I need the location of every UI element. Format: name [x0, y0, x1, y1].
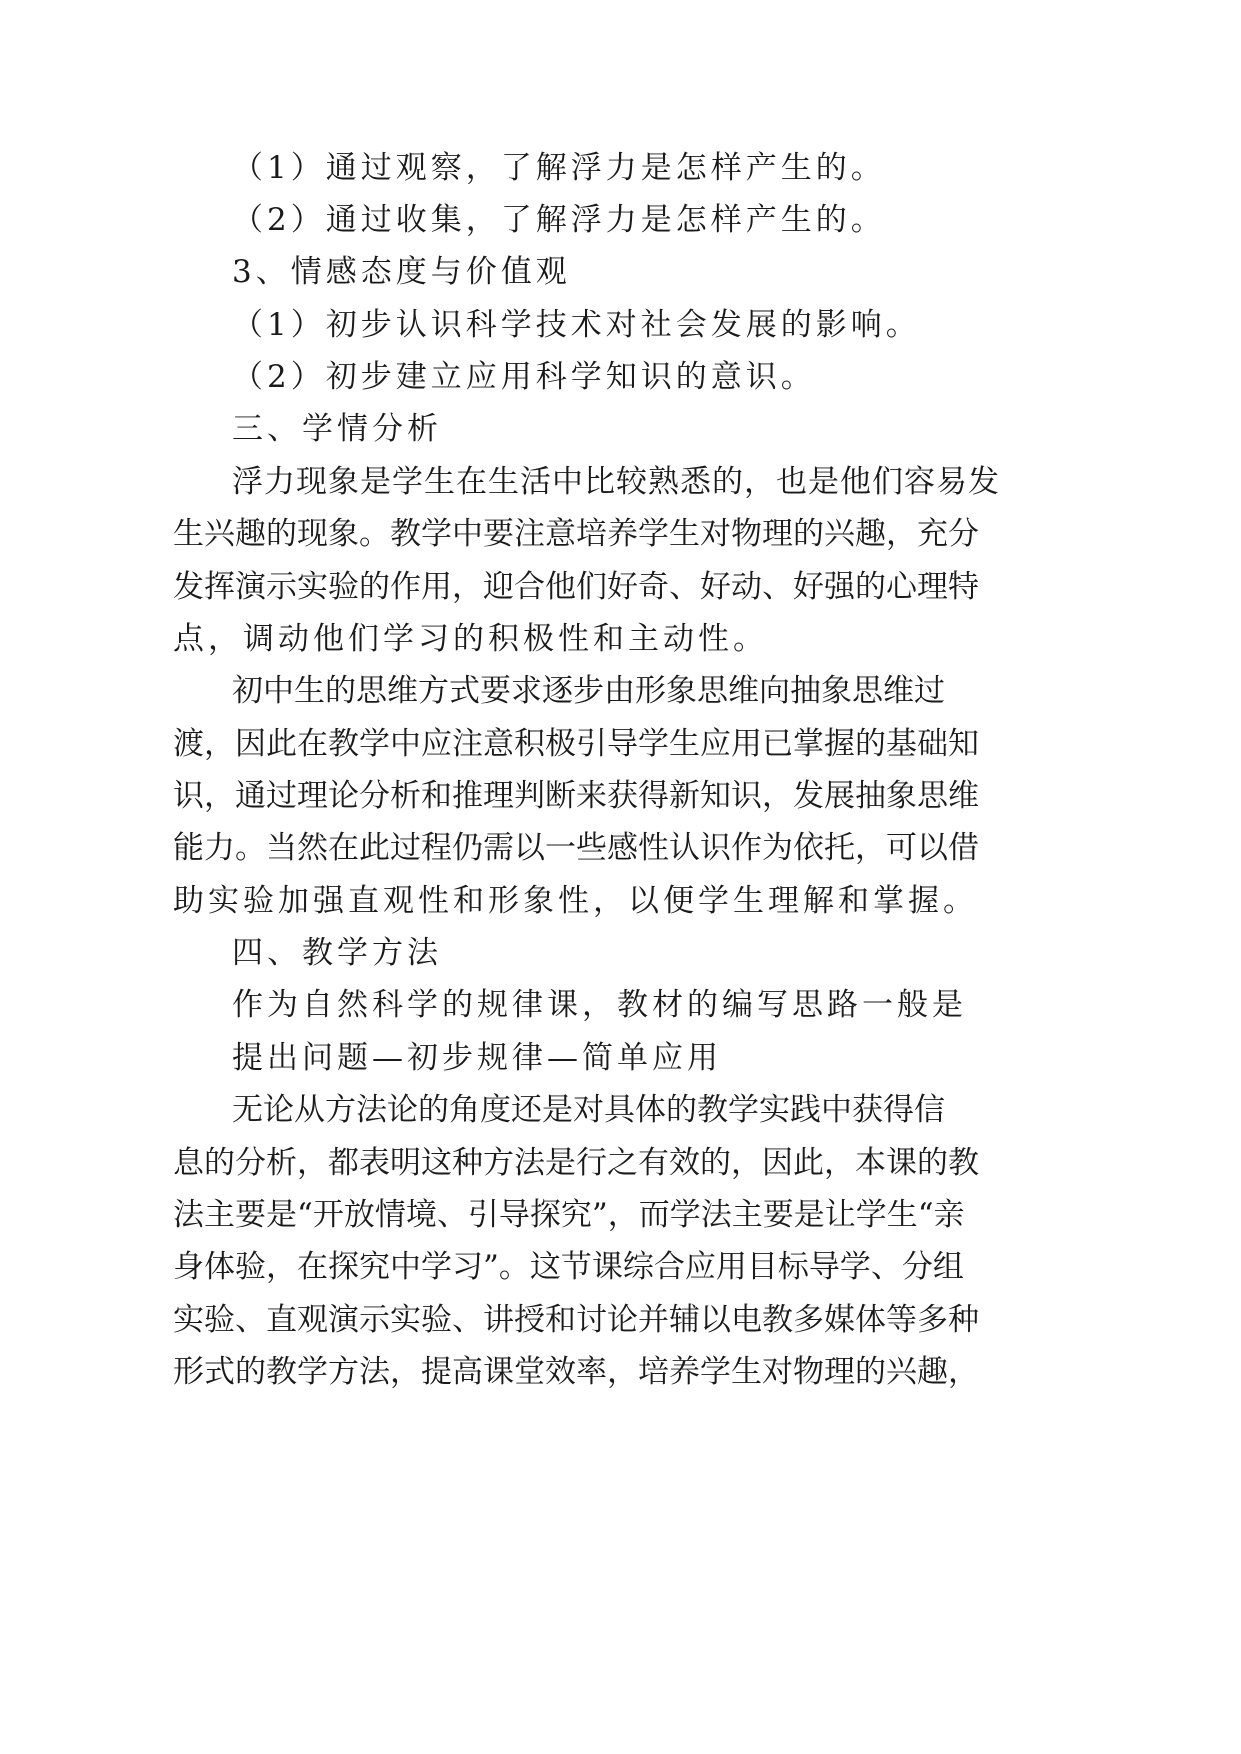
paragraph-line: 实验、直观演示实验、讲授和讨论并辅以电教多媒体等多种 — [173, 1302, 979, 1338]
paragraph-line: 息的分析，都表明这种方法是行之有效的，因此，本课的教 — [173, 1145, 979, 1181]
text-line: （2）初步建立应用科学知识的意识。 — [232, 359, 816, 395]
paragraph-line: 形式的教学方法，提高课堂效率，培养学生对物理的兴趣， — [173, 1354, 979, 1390]
paragraph-line: 发挥演示实验的作用，迎合他们好奇、好动、好强的心理特 — [173, 569, 979, 605]
paragraph-line: 渡，因此在教学中应注意积极引导学生应用已掌握的基础知 — [173, 726, 979, 762]
paragraph-line: 无论从方法论的角度还是对具体的教学实践中获得信 — [232, 1092, 945, 1128]
paragraph-line: 能力。当然在此过程仍需以一些感性认识作为依托，可以借 — [173, 830, 979, 866]
section-heading: 四、教学方法 — [232, 935, 442, 971]
paragraph-line: 法主要是“开放情境、引导探究”，而学法主要是让学生“亲 — [173, 1197, 965, 1233]
paragraph-line: 提出问题—初步规律—简单应用 — [232, 1040, 722, 1076]
section-heading: 3、情感态度与价值观 — [232, 254, 571, 290]
paragraph-line: 生兴趣的现象。教学中要注意培养学生对物理的兴趣，充分 — [173, 516, 979, 552]
paragraph-line: 助实验加强直观性和形象性，以便学生理解和掌握。 — [173, 883, 978, 919]
text-line: （1）初步认识科学技术对社会发展的影响。 — [232, 307, 921, 343]
paragraph-line: 初中生的思维方式要求逐步由形象思维向抽象思维过 — [232, 673, 945, 709]
paragraph-line: 点，调动他们学习的积极性和主动性。 — [173, 621, 768, 657]
paragraph-line: 识，通过理论分析和推理判断来获得新知识，发展抽象思维 — [173, 778, 979, 814]
paragraph-line: 身体验，在探究中学习”。这节课综合应用目标导学、分组 — [173, 1249, 964, 1285]
paragraph-line: 浮力现象是学生在生活中比较熟悉的，也是他们容易发 — [232, 464, 999, 500]
text-line: （1）通过观察，了解浮力是怎样产生的。 — [232, 150, 886, 186]
text-line: （2）通过收集，了解浮力是怎样产生的。 — [232, 202, 886, 238]
paragraph-line: 作为自然科学的规律课，教材的编写思路一般是 — [232, 987, 967, 1023]
section-heading: 三、学情分析 — [232, 411, 442, 447]
